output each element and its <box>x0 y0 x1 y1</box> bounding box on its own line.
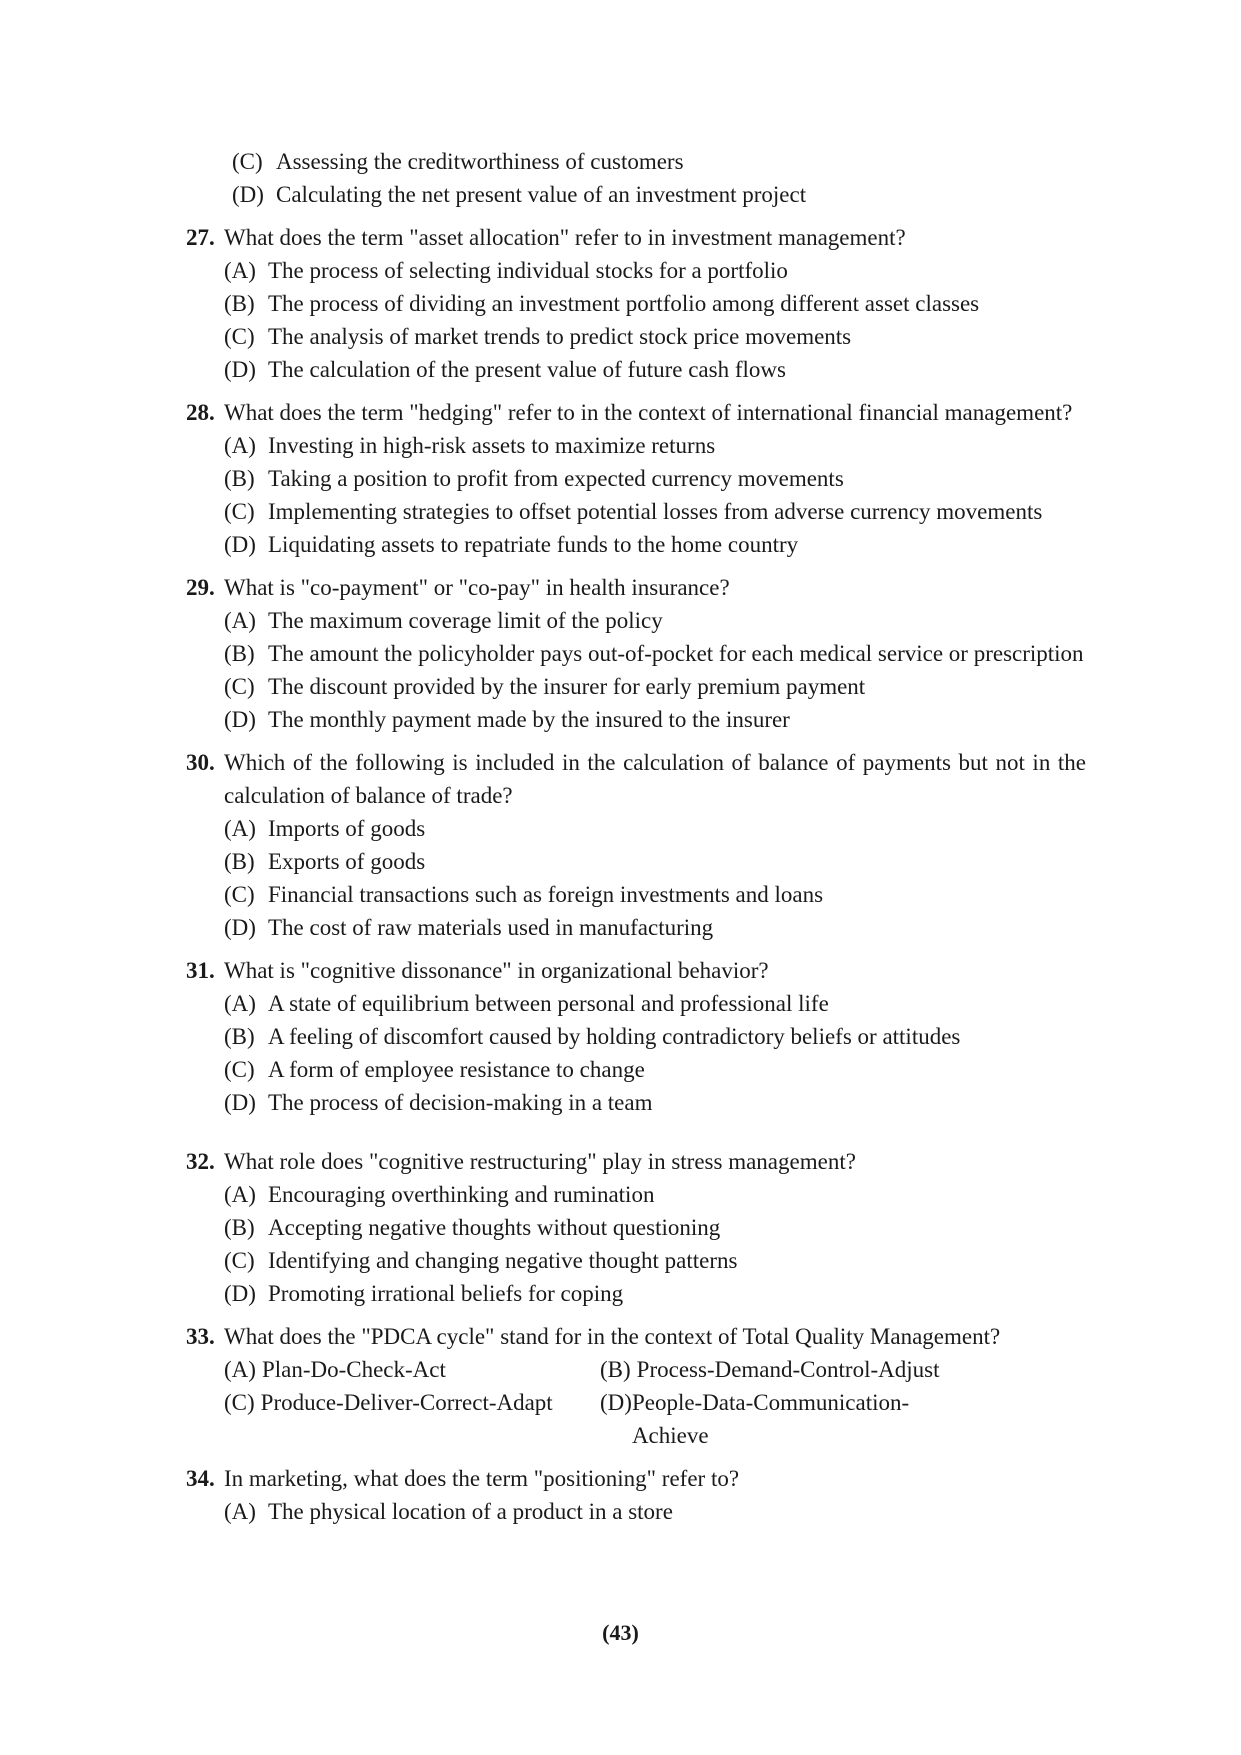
question-text: In marketing, what does the term "positioning" refer to? <box>224 1466 740 1491</box>
option-text: People-Data-Communication-Achieve <box>631 1390 910 1448</box>
option-text: Taking a position to profit from expected currency movements <box>268 466 844 491</box>
option-label: (C) <box>224 324 255 349</box>
option-text: Liquidating assets to repatriate funds to the home country <box>268 532 799 557</box>
option-d <box>224 353 1086 386</box>
option-a <box>224 254 1086 287</box>
question-number: 31. <box>186 958 215 983</box>
question-32 <box>186 1145 1086 1310</box>
question-28 <box>186 396 1086 561</box>
option-c <box>224 1244 1086 1277</box>
option-label: (D) <box>232 182 264 207</box>
option-d <box>224 911 1086 944</box>
option-text: Encouraging overthinking and rumination <box>268 1182 655 1207</box>
option-label: (A) <box>224 991 256 1016</box>
option-label: (A) <box>224 1357 256 1382</box>
question-text: What does the term "hedging" refer to in the context of international financial management? <box>224 400 1073 425</box>
option-c <box>224 1053 1086 1086</box>
option-label: (A) <box>224 608 256 633</box>
option-d <box>224 703 1086 736</box>
question-text: What role does "cognitive restructuring" play in stress management? <box>224 1149 856 1174</box>
question-text: What does the "PDCA cycle" stand for in the context of Total Quality Management? <box>224 1324 1001 1349</box>
option-text: Promoting irrational beliefs for coping <box>268 1281 624 1306</box>
option-b <box>224 637 1086 670</box>
option-text: The monthly payment made by the insured to the insurer <box>268 707 790 732</box>
option-label: (C) <box>224 1057 255 1082</box>
option-label: (B) <box>224 1215 255 1240</box>
option-label: (D) <box>224 707 256 732</box>
option-label: (C) <box>224 1390 255 1415</box>
question-31 <box>186 954 1086 1119</box>
option-text: The calculation of the present value of future cash flows <box>268 357 786 382</box>
option-label: (B) <box>600 1357 631 1382</box>
option-label: (D) <box>224 1090 256 1115</box>
option-text: The cost of raw materials used in manufacturing <box>268 915 714 940</box>
option-text: Financial transactions such as foreign investments and loans <box>268 882 824 907</box>
question-29 <box>186 571 1086 736</box>
option-c <box>224 1386 600 1452</box>
question-number: 29. <box>186 575 215 600</box>
option-a <box>224 987 1086 1020</box>
option-text: The process of selecting individual stocks for a portfolio <box>268 258 788 283</box>
option-a <box>224 1495 1086 1528</box>
option-label: (B) <box>224 1024 255 1049</box>
option-label: (C) <box>224 674 255 699</box>
option-text: Calculating the net present value of an investment project <box>276 182 807 207</box>
option-text: A state of equilibrium between personal and professional life <box>268 991 829 1016</box>
option-label: (D) <box>600 1390 632 1415</box>
question-number: 27. <box>186 225 215 250</box>
option-c <box>224 320 1086 353</box>
option-text: A feeling of discomfort caused by holding contradictory beliefs or attitudes <box>268 1024 961 1049</box>
option-text: The maximum coverage limit of the policy <box>268 608 663 633</box>
option-text: Exports of goods <box>268 849 426 874</box>
question-number: 30. <box>186 750 215 775</box>
page-number: (43) <box>602 1620 639 1645</box>
option-label: (B) <box>224 466 255 491</box>
question-text: What does the term "asset allocation" refer to in investment management? <box>224 225 906 250</box>
option-label: (C) <box>224 882 255 907</box>
question-33 <box>186 1320 1086 1452</box>
question-list <box>186 145 1086 1528</box>
option-c <box>224 670 1086 703</box>
option-d <box>224 1277 1086 1310</box>
question-text: Which of the following is included in the calculation of balance of payments but not in the calculation of balance of trade? <box>224 750 1086 808</box>
option-d <box>224 528 1086 561</box>
question-34 <box>186 1462 1086 1528</box>
option-label: (A) <box>224 1499 256 1524</box>
question-number: 33. <box>186 1324 215 1349</box>
option-label: (C) <box>224 1248 255 1273</box>
option-text: The discount provided by the insurer for early premium payment <box>268 674 866 699</box>
option-text: Identifying and changing negative thought patterns <box>268 1248 738 1273</box>
option-text: The physical location of a product in a store <box>268 1499 673 1524</box>
option-a <box>224 429 1086 462</box>
option-b <box>224 1020 1086 1053</box>
option-label: (D) <box>224 357 256 382</box>
option-text: Plan-Do-Check-Act <box>261 1357 446 1382</box>
option-a <box>224 1353 600 1386</box>
option-text: The process of dividing an investment portfolio among different asset classes <box>268 291 980 316</box>
option-b <box>224 1211 1086 1244</box>
option-d <box>232 178 1086 211</box>
question-number: 28. <box>186 400 215 425</box>
option-label: (D) <box>224 915 256 940</box>
option-b <box>224 462 1086 495</box>
option-label: (D) <box>224 1281 256 1306</box>
option-label: (A) <box>224 816 256 841</box>
option-text: The analysis of market trends to predict stock price movements <box>268 324 852 349</box>
question-number: 34. <box>186 1466 215 1491</box>
option-a <box>224 1178 1086 1211</box>
option-label: (C) <box>224 499 255 524</box>
option-c <box>224 878 1086 911</box>
option-b <box>600 1353 976 1386</box>
option-text: Process-Demand-Control-Adjust <box>636 1357 940 1382</box>
option-row <box>224 1386 1086 1452</box>
question-text: What is "cognitive dissonance" in organizational behavior? <box>224 958 769 983</box>
option-label: (C) <box>232 149 263 174</box>
option-label: (A) <box>224 258 256 283</box>
option-row <box>224 1353 1086 1386</box>
option-text: The process of decision-making in a team <box>268 1090 653 1115</box>
option-label: (B) <box>224 641 255 666</box>
option-text: A form of employee resistance to change <box>268 1057 645 1082</box>
question-30 <box>186 746 1086 944</box>
option-text: The amount the policyholder pays out-of-pocket for each medical service or prescription <box>268 641 1084 666</box>
option-d <box>600 1386 976 1452</box>
option-label: (B) <box>224 291 255 316</box>
option-b <box>224 287 1086 320</box>
option-text: Assessing the creditworthiness of customers <box>276 149 684 174</box>
option-label: (A) <box>224 433 256 458</box>
option-c <box>232 145 1086 178</box>
option-a <box>224 812 1086 845</box>
question-text: What is "co-payment" or "co-pay" in health insurance? <box>224 575 730 600</box>
option-text: Imports of goods <box>268 816 426 841</box>
option-d <box>224 1086 1086 1119</box>
option-label: (A) <box>224 1182 256 1207</box>
option-text: Implementing strategies to offset potential losses from adverse currency movements <box>268 499 1043 524</box>
option-text: Produce-Deliver-Correct-Adapt <box>260 1390 553 1415</box>
question-27 <box>186 221 1086 386</box>
option-label: (D) <box>224 532 256 557</box>
option-text: Accepting negative thoughts without questioning <box>268 1215 721 1240</box>
option-a <box>224 604 1086 637</box>
option-c <box>224 495 1086 528</box>
question-number: 32. <box>186 1149 215 1174</box>
option-b <box>224 845 1086 878</box>
option-label: (B) <box>224 849 255 874</box>
option-text: Investing in high-risk assets to maximize returns <box>268 433 716 458</box>
